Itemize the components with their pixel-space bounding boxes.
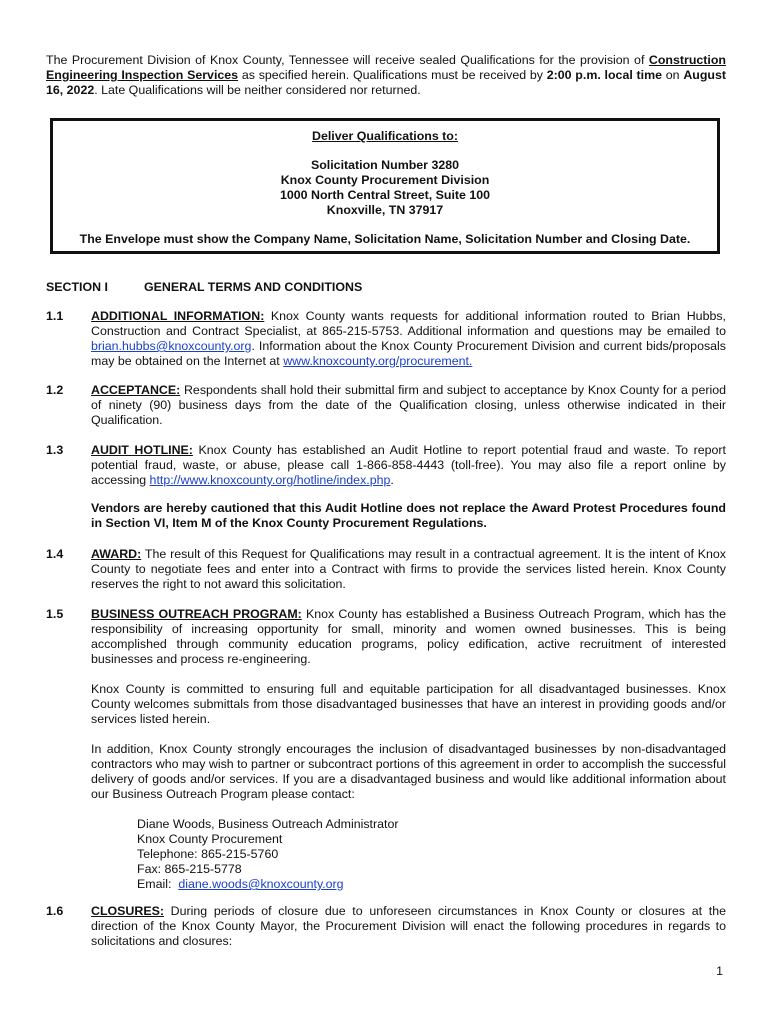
item-number: 1.6 (46, 904, 64, 918)
contact-email-line (137, 877, 726, 892)
item-text: The result of this Request for Qualifications may result in a contractual agreement. It is the intent of Knox County to negotiate fees and enter into a Contract with firms to provide the services listed herein. Knox County reserves the right to not award this solicitation. (91, 547, 726, 591)
item-number: 1.1 (46, 309, 64, 323)
intro-text: The Procurement Division of Knox County, Tennessee will receive sealed Qualifications for the provision of (46, 53, 645, 67)
city-state-zip: Knoxville, TN 37917 (326, 203, 444, 217)
email-link[interactable]: brian.hubbs@knoxcounty.org (91, 339, 252, 353)
page-number: 1 (716, 964, 723, 978)
intro-text: on (662, 68, 684, 82)
solicitation-number: Solicitation Number 3280 (310, 158, 460, 172)
item-number: 1.3 (46, 443, 64, 457)
deadline-time: 2:00 p.m. local time (546, 68, 663, 82)
item-1-3 (46, 443, 726, 531)
item-1-6 (46, 904, 726, 949)
deliver-box (50, 118, 720, 254)
item-number: 1.4 (46, 547, 64, 561)
item-number: 1.2 (46, 383, 64, 397)
deadline-date: August 16, 2022 (46, 68, 727, 97)
hotline-link[interactable]: http://www.knoxcounty.org/hotline/index.php (149, 473, 391, 487)
intro-paragraph (46, 53, 726, 98)
section-number: SECTION I (46, 280, 108, 294)
hotline-caution: Vendors are hereby cautioned that this Audit Hotline does not replace the Award Protest Procedures found in Section VI, Item M of the Knox County Procurement Regulations. (91, 501, 726, 530)
email-label: Email: (137, 877, 179, 891)
item-paragraph: In addition, Knox County strongly encourages the inclusion of disadvantaged businesses by non-disadvantaged contractors who may wish to partner or subcontract portions of this agreement in order to accomplish the successful delivery of goods and/or services. If you are a disadvantaged business and would like additional information about our Business Outreach Program please contact: (91, 742, 726, 801)
delivery-address (53, 158, 717, 218)
item-text: During periods of closure due to unforeseen circumstances in Knox County or closures at the direction of the Knox County Mayor, the Procurement Division will enact the following procedures in regards to solicitations and closures: (91, 904, 726, 948)
item-title: CLOSURES: (91, 904, 164, 918)
contact-name: Diane Woods, Business Outreach Administrator (137, 817, 399, 831)
item-text: . Information about the Knox County Procurement Division and current bids/proposals may be obtained on the Internet at (91, 339, 726, 368)
contact-fax: Fax: 865-215-5778 (137, 862, 242, 876)
contact-org: Knox County Procurement (137, 832, 283, 846)
item-1-4 (46, 547, 726, 592)
item-text: Knox County has established an Audit Hotline to report potential fraud and waste. To report potential fraud, waste, or abuse, please call 1-866-858-4443 (toll-free). You may also file a report online by accessing (91, 443, 726, 487)
item-title: ADDITIONAL INFORMATION: (91, 309, 265, 323)
item-text: Respondents shall hold their submittal firm and subject to acceptance by Knox County for a period of ninety (90) business days from the date of the Qualification closing, unless otherwise indicated in their Qualification. (91, 383, 726, 427)
item-text: Knox County has established a Business Outreach Program, which has the responsibility of increasing opportunity for small, minority and women owned businesses. This is being accomplished through community education programs, policy edification, active recruitment of interested businesses and process re-engineering. (91, 607, 727, 666)
contact-email-link[interactable]: diane.woods@knoxcounty.org (178, 877, 344, 891)
street-address: 1000 North Central Street, Suite 100 (279, 188, 491, 202)
contact-telephone: Telephone: 865-215-5760 (137, 847, 279, 861)
section-title: GENERAL TERMS AND CONDITIONS (144, 280, 363, 294)
envelope-instructions: The Envelope must show the Company Name, Solicitation Name, Solicitation Number and Closing Date. (79, 232, 691, 246)
item-title: ACCEPTANCE: (91, 383, 181, 397)
procurement-link[interactable]: www.knoxcounty.org/procurement. (283, 354, 473, 368)
item-paragraph: Knox County is committed to ensuring full and equitable participation for all disadvantaged businesses. Knox County welcomes submittals from those disadvantaged businesses that have an interest in providing goods and/or services listed herein. (91, 682, 726, 726)
division-name: Knox County Procurement Division (280, 173, 490, 187)
intro-text: . Late Qualifications will be neither considered nor returned. (94, 83, 421, 97)
item-text: . (390, 473, 394, 487)
item-title: BUSINESS OUTREACH PROGRAM: (91, 607, 302, 621)
item-number: 1.5 (46, 607, 64, 621)
intro-text: as specified herein. Qualifications must be received by (238, 68, 547, 82)
item-title: AWARD: (91, 547, 142, 561)
item-1-1 (46, 309, 726, 369)
item-text: Knox County wants requests for additional information routed to Brian Hubbs, Construction and Contract Specialist, at 865-215-5753. Additional information and questions may be emailed to (91, 309, 726, 338)
item-1-5 (46, 607, 726, 892)
item-title: AUDIT HOTLINE: (91, 443, 193, 457)
section-heading (46, 280, 362, 295)
service-name: Construction Engineering Inspection Services (46, 53, 726, 82)
item-1-2 (46, 383, 726, 428)
deliver-heading: Deliver Qualifications to: (312, 129, 458, 143)
contact-block (137, 817, 726, 892)
